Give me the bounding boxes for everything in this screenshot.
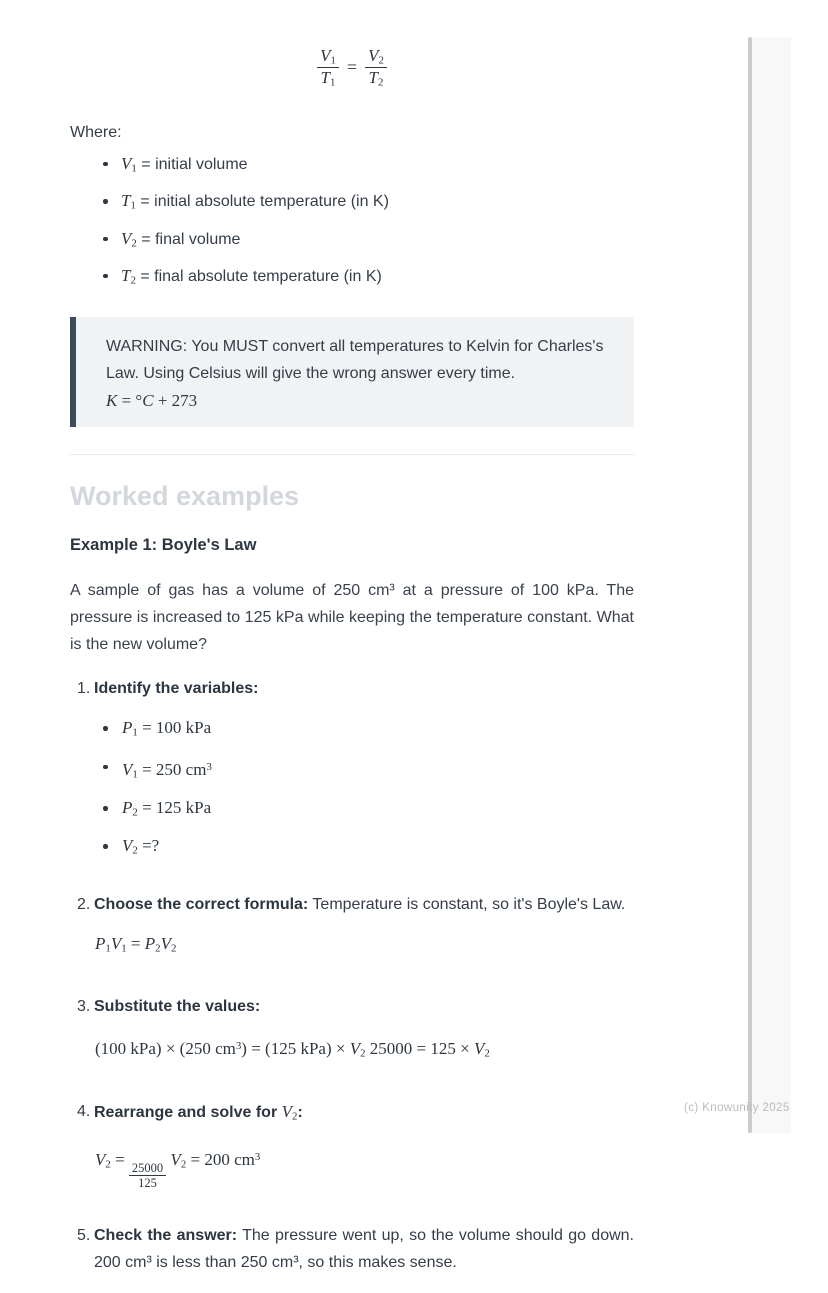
example-1-problem-text: A sample of gas has a volume of 250 cm³ at a pressure of 100 kPa. The pressure is increased to 125 kPa while keeping the temperature constant. What is the new volume?	[70, 582, 634, 654]
step-body	[94, 1098, 634, 1205]
worked-examples-heading: Worked examples	[70, 481, 300, 512]
list-item: T2 = final absolute temperature (in K)	[70, 265, 634, 291]
step-body	[94, 891, 634, 976]
variable-item: P1 = 100 kPa	[94, 717, 634, 743]
solution-steps-list	[70, 675, 634, 1276]
step-label: Check the answer: The pressure went up, so the volume should go down. 200 cm³ is less than 250 cm³, so this makes sense.	[94, 1227, 634, 1272]
step-number: 3.	[77, 998, 91, 1016]
solution-step	[70, 675, 634, 873]
warning-callout	[70, 317, 634, 427]
warning-text: WARNING: You MUST convert all temperatures to Kelvin for Charles's Law. Using Celsius will give the wrong answer every time.	[106, 338, 604, 383]
solution-step	[70, 1098, 634, 1205]
list-item: V1 = initial volume	[70, 153, 634, 179]
page-margin-area	[751, 37, 791, 1133]
step-number: 4.	[77, 1103, 91, 1121]
copyright-watermark: (c) Knowunity 2025	[684, 1102, 790, 1114]
step-label: Rearrange and solve for V2:	[94, 1102, 303, 1123]
step-formula: V2 = $\frac{25000}{125}$ V2 = 200 $cm^3$	[95, 1149, 261, 1190]
variable-definitions-list	[70, 153, 634, 292]
variable-item: V2 =?	[94, 835, 634, 861]
document-content	[70, 0, 634, 1293]
step-formula: (100 kPa) × (250 $cm^3) = (125$ kPa) × V2 25000 = 125 × V2	[95, 1039, 490, 1060]
solution-step	[70, 993, 634, 1081]
variable-item: V1 = 250 $cm^3$	[94, 756, 634, 785]
variable-item: P2 = 125 kPa	[94, 797, 634, 823]
where-label: Where:	[70, 123, 122, 141]
list-item: V2 = final volume	[70, 228, 634, 254]
step-body	[94, 675, 634, 873]
kelvin-conversion-formula: K = °C + 273	[106, 391, 198, 411]
solution-step	[70, 891, 634, 976]
page-right-edge	[748, 37, 752, 1133]
step-label: Substitute the values:	[94, 998, 261, 1016]
example-1-heading: Example 1: Boyle's Law	[70, 536, 257, 555]
step-number: 1.	[77, 680, 91, 698]
variables-list	[94, 717, 634, 861]
step-formula: P1V1 = P2V2	[95, 933, 177, 955]
charles-law-formula: $\frac{V1}{T1}$ = $\frac{V2}{T2}$	[70, 0, 634, 89]
step-label: Choose the correct formula: Temperature is constant, so it's Boyle's Law.	[94, 895, 626, 913]
step-number: 2.	[77, 895, 91, 913]
step-body	[94, 1222, 634, 1276]
step-label: Identify the variables:	[94, 680, 259, 698]
section-divider	[70, 454, 634, 455]
step-body	[94, 993, 634, 1081]
step-number: 5.	[77, 1227, 91, 1245]
list-item: T1 = initial absolute temperature (in K)	[70, 190, 634, 216]
solution-step	[70, 1222, 634, 1276]
